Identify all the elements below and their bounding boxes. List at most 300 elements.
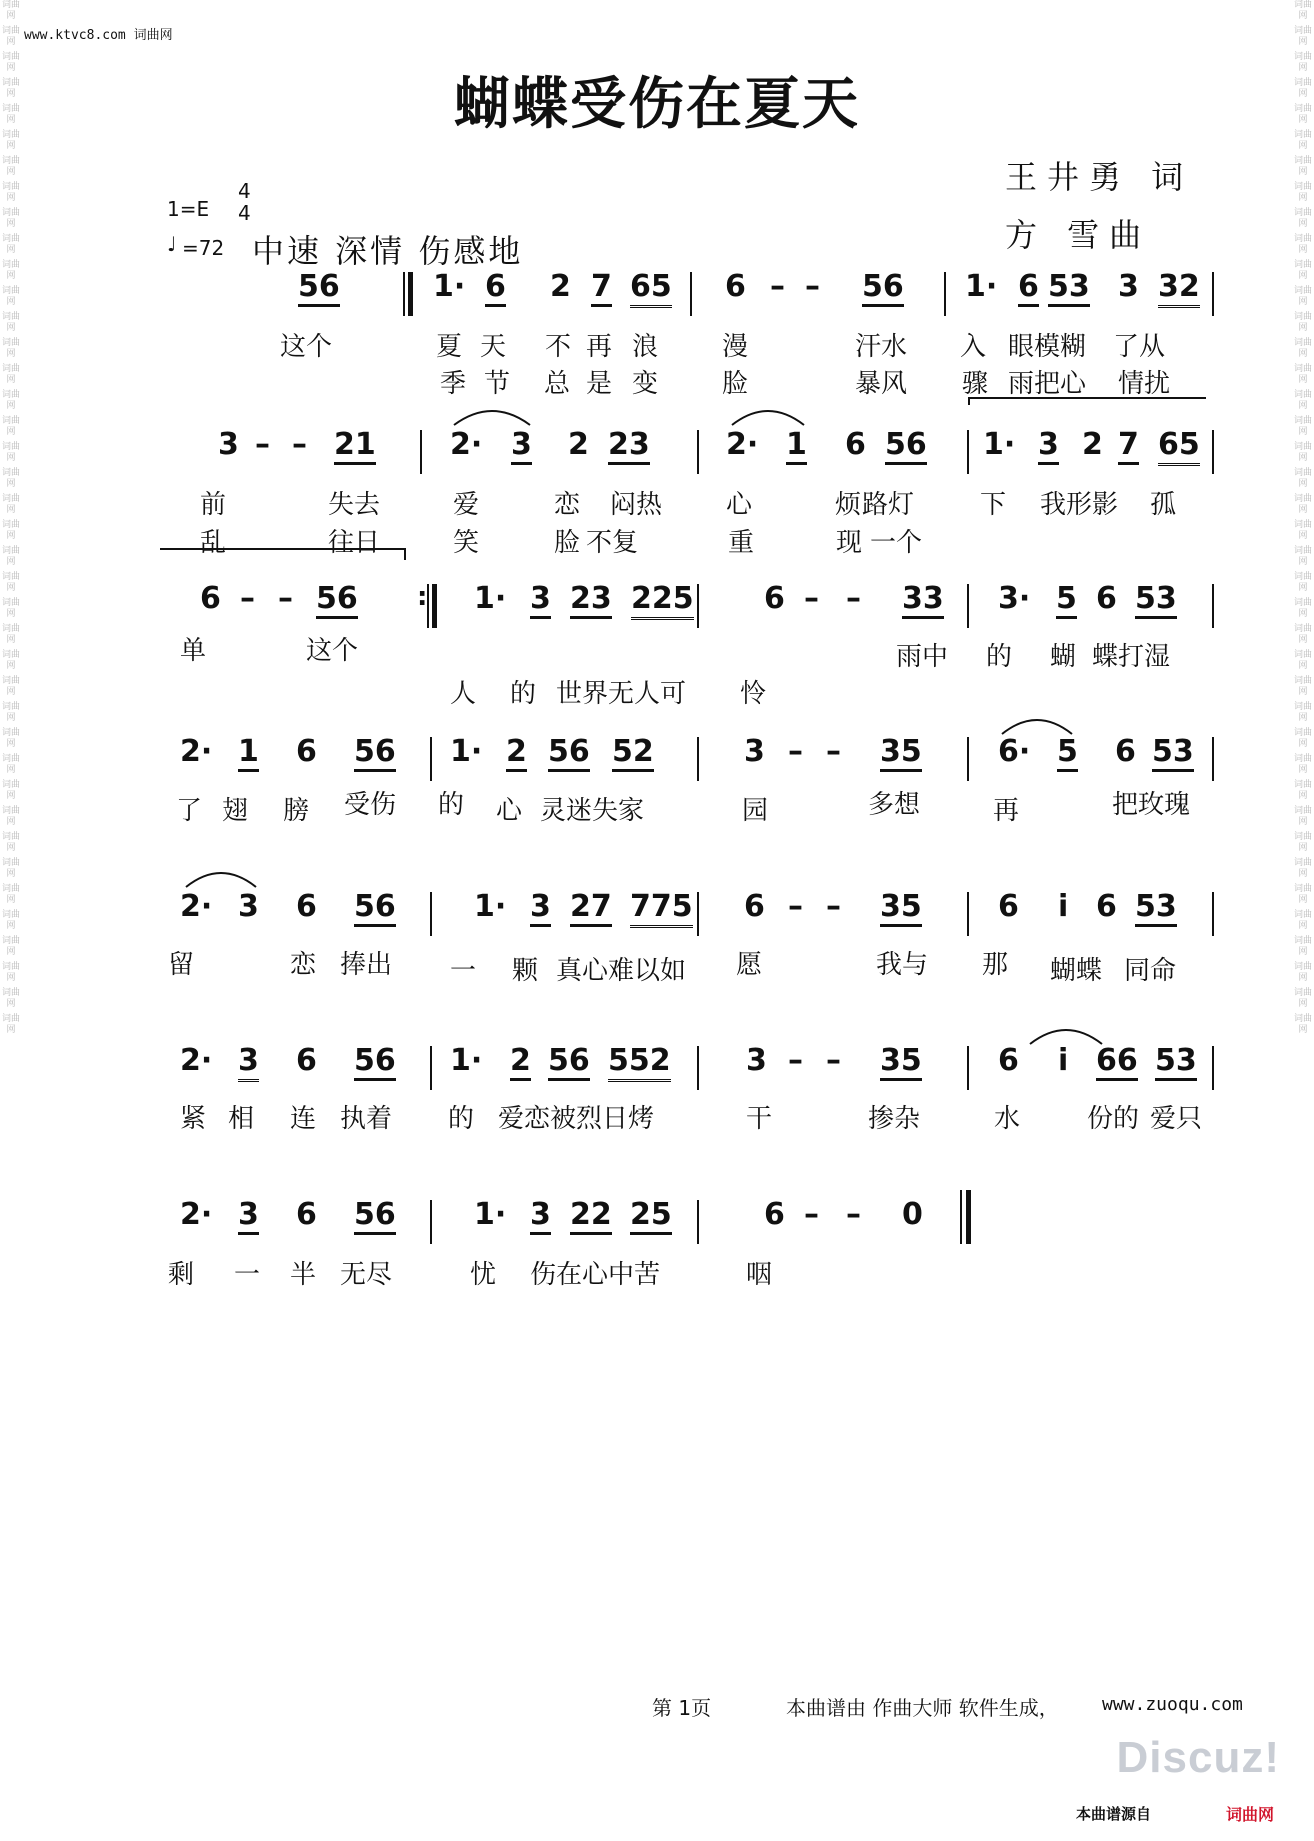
note: 2 — [550, 269, 571, 304]
note: 1· — [965, 269, 998, 304]
note: 7 — [591, 272, 612, 307]
note: 33 — [902, 584, 944, 619]
side-watermark-text: 词曲网 — [2, 338, 21, 359]
side-watermark-text: 词曲网 — [1294, 546, 1313, 567]
quarter-note-icon: ♩ — [167, 232, 177, 256]
lyric: 天 — [480, 332, 507, 362]
side-watermark-text: 词曲网 — [1294, 208, 1313, 229]
note: 65 — [630, 272, 672, 308]
note: 6· — [998, 734, 1031, 769]
note: 3 — [238, 1200, 259, 1235]
barline — [967, 584, 969, 628]
note: 1· — [450, 734, 483, 769]
lyric: 愿 — [736, 950, 763, 980]
page-number: 第 1页 — [652, 1696, 712, 1720]
barline — [430, 1200, 432, 1244]
lyric: 咽 — [746, 1260, 773, 1290]
note: 6 — [744, 889, 765, 924]
composer-credit: 方 雪曲 — [1005, 216, 1152, 254]
side-watermark-text: 词曲网 — [1294, 52, 1313, 73]
note: 1· — [474, 889, 507, 924]
lyric: 忧 — [470, 1260, 497, 1290]
barline — [427, 584, 429, 628]
source-site[interactable]: 词曲网 — [1226, 1805, 1275, 1824]
side-watermark-text: 词曲网 — [2, 676, 21, 697]
lyric: 相 — [228, 1104, 255, 1134]
lyric: 脸 — [554, 528, 581, 558]
note: 1· — [474, 581, 507, 616]
side-watermark-text: 词曲网 — [2, 130, 21, 151]
lyric: 掺杂 — [868, 1104, 921, 1134]
volta-bracket-1 — [160, 548, 406, 560]
lyric: 现 — [836, 528, 863, 558]
side-watermark-text: 词曲网 — [2, 260, 21, 281]
dash: – — [292, 427, 307, 462]
lyric: 膀 — [283, 796, 310, 826]
barline — [403, 272, 405, 316]
dash: – — [278, 581, 293, 616]
note: 1· — [433, 269, 466, 304]
note: 56 — [316, 584, 358, 619]
lyric: 的 — [448, 1104, 475, 1134]
lyric: 水 — [994, 1104, 1021, 1134]
lyric: 下 — [980, 490, 1007, 520]
side-watermark-text: 词曲网 — [2, 26, 21, 47]
lyric: 真心难以如 — [556, 956, 687, 986]
note: 7 — [1118, 430, 1139, 465]
lyric: 眼模糊 — [1008, 332, 1087, 362]
side-watermark-text: 词曲网 — [1294, 936, 1313, 957]
note: 6 — [1018, 272, 1039, 307]
note: 1 — [786, 430, 807, 465]
side-watermark-text: 词曲网 — [1294, 676, 1313, 697]
lyric: 的 — [510, 679, 537, 709]
note: 3 — [238, 1046, 259, 1082]
side-watermark-text: 词曲网 — [1294, 702, 1313, 723]
side-watermark-text: 词曲网 — [2, 962, 21, 983]
barline — [430, 1046, 432, 1090]
side-watermark-text: 词曲网 — [2, 286, 21, 307]
side-watermark-text: 词曲网 — [2, 494, 21, 515]
note: 6 — [1096, 889, 1117, 924]
side-watermark-text: 词曲网 — [1294, 494, 1313, 515]
note: 6 — [998, 889, 1019, 924]
note: 25 — [630, 1200, 672, 1235]
lyric: 骤 — [962, 369, 989, 399]
side-watermark-text: 词曲网 — [2, 78, 21, 99]
lyric: 爱 — [453, 490, 480, 520]
note: 53 — [1048, 272, 1090, 307]
note: 2 — [1082, 427, 1103, 462]
note: 65 — [1158, 430, 1200, 466]
note: 2· — [180, 1043, 213, 1078]
side-watermark-right — [1294, 0, 1312, 1841]
lyric: 蝶打湿 — [1092, 642, 1171, 672]
slur — [730, 405, 806, 427]
side-watermark-text: 词曲网 — [2, 0, 21, 21]
barline — [697, 892, 699, 936]
lyric: 那 — [982, 950, 1009, 980]
barline — [1212, 584, 1214, 628]
note: 3 — [530, 584, 551, 619]
lyric: 总 — [544, 369, 571, 399]
side-watermark-text: 词曲网 — [1294, 962, 1313, 983]
side-watermark-left — [2, 0, 20, 1841]
generator-url[interactable]: www.zuoqu.com — [1102, 1694, 1243, 1715]
lyric: 多想 — [868, 790, 921, 820]
volta-bracket-2 — [968, 397, 1206, 405]
side-watermark-text: 词曲网 — [1294, 598, 1313, 619]
lyric: 单 — [180, 636, 207, 666]
lyric: 夏 — [436, 332, 463, 362]
note: 6 — [296, 734, 317, 769]
note: 6 — [200, 581, 221, 616]
time-signature-bottom: 4 — [238, 201, 251, 225]
side-watermark-text: 词曲网 — [1294, 182, 1313, 203]
dash: – — [805, 269, 820, 304]
final-barline-thick — [966, 1190, 971, 1244]
barline — [430, 737, 432, 781]
barline — [697, 430, 699, 474]
note: 2 — [568, 427, 589, 462]
note: 3 — [238, 889, 259, 924]
dash: – — [804, 1197, 819, 1232]
side-watermark-text: 词曲网 — [1294, 130, 1313, 151]
note: 53 — [1135, 892, 1177, 927]
lyric: 怜 — [740, 679, 767, 709]
side-watermark-text: 词曲网 — [2, 910, 21, 931]
lyric: 入 — [960, 332, 987, 362]
note: 6 — [485, 272, 506, 307]
slur — [452, 405, 532, 427]
lyric: 往日 — [328, 528, 381, 558]
side-watermark-text: 词曲网 — [1294, 312, 1313, 333]
barline — [1212, 892, 1214, 936]
note: 23 — [608, 430, 650, 465]
note: 56 — [548, 1046, 590, 1081]
slur — [1000, 714, 1074, 736]
lyric: 世界无人可 — [556, 679, 687, 709]
dash: – — [788, 889, 803, 924]
dash: – — [804, 581, 819, 616]
repeat-barline — [408, 272, 413, 316]
lyric: 变 — [632, 369, 659, 399]
lyric: 我形影 — [1040, 490, 1119, 520]
lyric: 剩 — [168, 1260, 195, 1290]
repeat-barline — [432, 584, 437, 628]
note: 52 — [612, 737, 654, 772]
lyric: 心 — [726, 490, 753, 520]
lyric: 雨把心 — [1008, 369, 1087, 399]
note: 35 — [880, 1046, 922, 1081]
note: 56 — [298, 272, 340, 307]
note: 1· — [474, 1197, 507, 1232]
lyric: 同命 — [1124, 956, 1177, 986]
note: 2· — [180, 1197, 213, 1232]
lyric: 重 — [728, 528, 755, 558]
lyric: 烦 — [835, 490, 862, 520]
side-watermark-text: 词曲网 — [1294, 572, 1313, 593]
note: 22 — [570, 1200, 612, 1235]
note: 6 — [845, 427, 866, 462]
note: 56 — [354, 1046, 396, 1081]
note: 6 — [296, 889, 317, 924]
lyric: 不复 — [586, 528, 639, 558]
note: 6 — [1115, 734, 1136, 769]
lyric: 伤在心中苦 — [530, 1260, 661, 1290]
slur — [184, 867, 258, 889]
lyric: 颗 — [512, 956, 539, 986]
side-watermark-text: 词曲网 — [1294, 624, 1313, 645]
lyric: 闷热 — [610, 490, 663, 520]
lyric: 浪 — [632, 332, 659, 362]
lyric: 路灯 — [862, 490, 915, 520]
side-watermark-text: 词曲网 — [2, 858, 21, 879]
side-watermark-text: 词曲网 — [2, 182, 21, 203]
side-watermark-text: 词曲网 — [1294, 286, 1313, 307]
note: 6 — [764, 581, 785, 616]
note: 5 — [1056, 584, 1077, 619]
note: 6 — [998, 1043, 1019, 1078]
lyric: 恋 — [554, 490, 581, 520]
lyric: 紧 — [180, 1104, 207, 1134]
side-watermark-text: 词曲网 — [1294, 1014, 1313, 1035]
barline — [967, 1046, 969, 1090]
note: 56 — [354, 737, 396, 772]
lyric: 这个 — [280, 332, 333, 362]
side-watermark-text: 词曲网 — [2, 832, 21, 853]
side-watermark-text: 词曲网 — [1294, 26, 1313, 47]
note: i — [1058, 1043, 1069, 1078]
note: 2· — [180, 734, 213, 769]
side-watermark-text: 词曲网 — [2, 936, 21, 957]
side-watermark-text: 词曲网 — [1294, 0, 1313, 21]
lyric: 受伤 — [344, 790, 397, 820]
dash: – — [240, 581, 255, 616]
barline — [420, 430, 422, 474]
note: 3 — [1038, 430, 1059, 465]
note: 5 — [1057, 737, 1078, 772]
note: 23 — [570, 584, 612, 619]
note: 775 — [630, 892, 693, 928]
note: 3 — [746, 1043, 767, 1078]
side-watermark-text: 词曲网 — [1294, 728, 1313, 749]
key-signature: 1=E — [167, 197, 210, 221]
note: 3 — [218, 427, 239, 462]
side-watermark-text: 词曲网 — [2, 624, 21, 645]
lyricist-credit: 王井勇 词 — [1005, 158, 1194, 196]
side-watermark-text: 词曲网 — [1294, 234, 1313, 255]
lyric: 情扰 — [1118, 369, 1171, 399]
barline — [430, 892, 432, 936]
side-watermark-text: 词曲网 — [2, 390, 21, 411]
repeat-dots: : — [417, 582, 428, 612]
note: 1 — [238, 737, 259, 772]
lyric: 季 — [440, 369, 467, 399]
note: 53 — [1152, 737, 1194, 772]
discuz-watermark: Discuz! — [1116, 1733, 1280, 1782]
lyric: 半 — [290, 1260, 317, 1290]
lyric: 一个 — [870, 528, 923, 558]
side-watermark-text: 词曲网 — [2, 312, 21, 333]
note: 27 — [570, 892, 612, 927]
dash: – — [846, 1197, 861, 1232]
lyric: 心 — [496, 796, 523, 826]
lyric: 再 — [993, 796, 1020, 826]
lyric: 了从 — [1113, 332, 1166, 362]
barline — [944, 272, 946, 316]
barline — [967, 430, 969, 474]
source-url: www.ktvc8.com 词曲网 — [24, 28, 173, 43]
barline — [1212, 272, 1214, 316]
side-watermark-text: 词曲网 — [1294, 338, 1313, 359]
tempo-value: =72 — [182, 236, 225, 260]
note: 225 — [631, 584, 694, 620]
lyric: 漫 — [722, 332, 749, 362]
side-watermark-text: 词曲网 — [1294, 832, 1313, 853]
note: 3 — [744, 734, 765, 769]
note: 21 — [334, 430, 376, 465]
side-watermark-text: 词曲网 — [1294, 988, 1313, 1009]
side-watermark-text: 词曲网 — [2, 650, 21, 671]
lyric: 捧出 — [340, 950, 393, 980]
side-watermark-text: 词曲网 — [1294, 364, 1313, 385]
side-watermark-text: 词曲网 — [2, 208, 21, 229]
note: 3· — [998, 581, 1031, 616]
note: 3 — [1118, 269, 1139, 304]
barline — [697, 1200, 699, 1244]
lyric: 笑 — [453, 528, 480, 558]
side-watermark-text: 词曲网 — [2, 728, 21, 749]
note: 3 — [530, 892, 551, 927]
side-watermark-text: 词曲网 — [1294, 78, 1313, 99]
lyric: 我与 — [876, 950, 929, 980]
side-watermark-text: 词曲网 — [1294, 884, 1313, 905]
lyric: 雨中 — [896, 642, 949, 672]
lyric: 干 — [746, 1104, 773, 1134]
side-watermark-text: 词曲网 — [1294, 650, 1313, 671]
side-watermark-text: 词曲网 — [2, 1014, 21, 1035]
note: 6 — [764, 1197, 785, 1232]
barline — [1212, 430, 1214, 474]
lyric: 执着 — [340, 1104, 393, 1134]
slur — [1028, 1024, 1104, 1046]
lyric: 不 — [545, 332, 572, 362]
lyric: 的 — [986, 642, 1013, 672]
side-watermark-text: 词曲网 — [1294, 104, 1313, 125]
note: 56 — [885, 430, 927, 465]
lyric: 了 — [176, 796, 203, 826]
lyric: 的 — [438, 790, 465, 820]
note: 35 — [880, 892, 922, 927]
side-watermark-text: 词曲网 — [2, 234, 21, 255]
side-watermark-text: 词曲网 — [2, 442, 21, 463]
dash: – — [255, 427, 270, 462]
side-watermark-text: 词曲网 — [2, 520, 21, 541]
lyric: 爱恋被烈日烤 — [498, 1104, 655, 1134]
barline — [697, 1046, 699, 1090]
note: 6 — [296, 1197, 317, 1232]
lyric: 节 — [484, 369, 511, 399]
note: 2 — [510, 1046, 531, 1081]
side-watermark-text: 词曲网 — [2, 598, 21, 619]
side-watermark-text: 词曲网 — [2, 416, 21, 437]
time-signature-top: 4 — [238, 179, 251, 203]
note: 552 — [608, 1046, 671, 1082]
side-watermark-text: 词曲网 — [1294, 806, 1313, 827]
dash: – — [826, 1043, 841, 1078]
side-watermark-text: 词曲网 — [2, 156, 21, 177]
lyric: 暴风 — [855, 369, 908, 399]
note: 1· — [450, 1043, 483, 1078]
lyric: 再 — [586, 332, 613, 362]
note: 6 — [1096, 581, 1117, 616]
note: 2· — [726, 427, 759, 462]
lyric: 乱 — [200, 528, 227, 558]
dash: – — [826, 889, 841, 924]
side-watermark-text: 词曲网 — [2, 104, 21, 125]
barline — [690, 272, 692, 316]
side-watermark-text: 词曲网 — [1294, 416, 1313, 437]
note: 35 — [880, 737, 922, 772]
lyric: 爱只 — [1150, 1104, 1203, 1134]
final-barline-thin — [960, 1190, 962, 1244]
lyric: 蝴蝶 — [1050, 956, 1103, 986]
side-watermark-text: 词曲网 — [2, 364, 21, 385]
note: 3 — [511, 430, 532, 465]
lyric: 失去 — [328, 490, 381, 520]
side-watermark-text: 词曲网 — [1294, 260, 1313, 281]
note: 6 — [296, 1043, 317, 1078]
note: 6 — [725, 269, 746, 304]
lyric: 蝴 — [1050, 642, 1077, 672]
note: 2· — [450, 427, 483, 462]
dash: – — [770, 269, 785, 304]
note: 56 — [354, 892, 396, 927]
side-watermark-text: 词曲网 — [2, 468, 21, 489]
note: 53 — [1155, 1046, 1197, 1081]
lyric: 翅 — [222, 796, 249, 826]
side-watermark-text: 词曲网 — [1294, 468, 1313, 489]
note: 0 — [902, 1197, 923, 1232]
barline — [967, 892, 969, 936]
lyric: 把玫瑰 — [1112, 790, 1191, 820]
note: 2 — [506, 737, 527, 772]
lyric: 留 — [168, 950, 195, 980]
side-watermark-text: 词曲网 — [2, 572, 21, 593]
side-watermark-text: 词曲网 — [1294, 780, 1313, 801]
lyric: 这个 — [306, 636, 359, 666]
barline — [1212, 1046, 1214, 1090]
side-watermark-text: 词曲网 — [2, 546, 21, 567]
lyric: 前 — [200, 490, 227, 520]
lyric: 连 — [290, 1104, 317, 1134]
lyric: 是 — [586, 369, 613, 399]
note: 32 — [1158, 272, 1200, 308]
side-watermark-text: 词曲网 — [2, 52, 21, 73]
note: i — [1058, 889, 1069, 924]
lyric: 园 — [742, 796, 769, 826]
side-watermark-text: 词曲网 — [1294, 390, 1313, 411]
tempo-marking: 中速 深情 伤感地 — [252, 232, 524, 270]
song-title: 蝴蝶受伤在夏天 — [454, 71, 860, 137]
side-watermark-text: 词曲网 — [1294, 156, 1313, 177]
lyric: 灵迷失家 — [540, 796, 645, 826]
lyric: 恋 — [290, 950, 317, 980]
side-watermark-text: 词曲网 — [2, 702, 21, 723]
side-watermark-text: 词曲网 — [1294, 910, 1313, 931]
lyric: 无尽 — [340, 1260, 393, 1290]
